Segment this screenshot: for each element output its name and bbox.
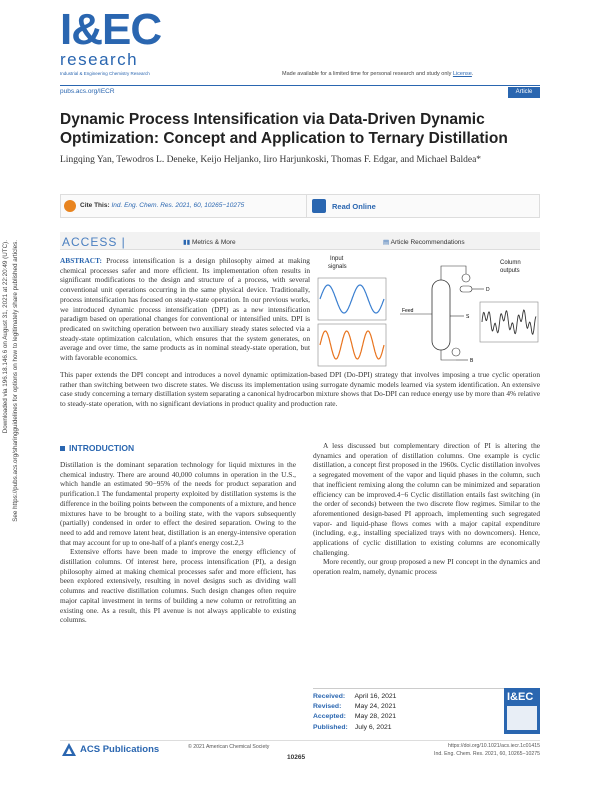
date-label: Received: [313, 693, 346, 700]
date-value: April 16, 2021 [354, 693, 397, 700]
access-bar [60, 232, 540, 250]
date-label: Revised: [313, 703, 342, 711]
availability-text: Made available for a limited time for personal research and study only [282, 71, 452, 77]
graphical-abstract [316, 252, 540, 370]
copyright: © 2021 American Chemical Society [188, 744, 270, 750]
date-value: May 24, 2021 [354, 703, 397, 711]
abstract-text-part1 [60, 256, 310, 363]
metrics-more-link[interactable] [183, 238, 236, 246]
column-outputs-label: Column [500, 260, 521, 266]
input-signal-wave-2 [320, 331, 384, 359]
cite-this [80, 202, 244, 209]
journal-logo-research: research [60, 50, 139, 69]
metrics-label: Metrics & More [191, 239, 236, 246]
column-outputs-label-2: outputs [500, 268, 520, 274]
cover-logo: I&EC [507, 691, 534, 703]
read-online-icon [312, 199, 326, 213]
license-link[interactable]: License [452, 71, 472, 77]
cite-label: Cite This: [80, 202, 110, 209]
date-value: May 28, 2021 [354, 713, 397, 721]
introduction-heading: INTRODUCTION [69, 443, 135, 453]
recommendations-label: Article Recommendations [390, 239, 465, 246]
article-title: Dynamic Process Intensification via Data-Driven Dynamic Optimization: Concept and Application to Ternary Distillation [60, 111, 508, 147]
availability-notice: Made available for a limited time for personal research and study only License. [282, 71, 474, 77]
cover-art [507, 706, 537, 730]
output-signal-wave [482, 310, 536, 334]
abstract-text-part2: This paper extends the DPI concept and introduces a novel dynamic optimization-based DPI (Do-DPI) strategy that involves imposing a true cyclic operation rather than switching between two discrete states. We discuss its implementation using surrogate dynamic models learned via system identification. An extensive case study concerning a ternary distillation system separating a canonical hydrocarbon mixture shows that Do-DPI can reduce energy use by more than 4% relative to steady-state operation, with no significant deviations in product quality and production rate. [60, 370, 540, 409]
cite-icon [64, 200, 76, 212]
date-label: Published: [313, 723, 348, 731]
intro-paragraph-1: Distillation is the dominant separation technology for liquid mixtures in the chemical industry. There are around 40,000 columns in operation in the U.S., which handle an estimated 90−95% of the needs for product separation and purification.1 The fundamental property exploited by distillation systems is the difference in the boiling points between the components of a mixture, and hence mixtures have to be brought to a boiling state, with the vapors subsequently (partially) condensed in order to effect the desired separation. Owing to the need to add and remove latent heat, distillation is an energy-intensive operation that may account for up to one-half of a plant's energy cost.2,3 [60, 460, 296, 547]
intro-paragraph-4: More recently, our group proposed a new PI concept in the dynamics and operation realm, namely, dynamic process [313, 557, 540, 577]
feed-label: Feed [402, 308, 414, 314]
input-signals-label-2: signals [328, 264, 347, 270]
journal-logo-subtitle: Industrial & Engineering Chemistry Research [60, 71, 150, 76]
cite-reference[interactable]: Ind. Eng. Chem. Res. 2021, 60, 10265−10275 [111, 202, 245, 209]
header-rule [60, 85, 540, 86]
author-list: Lingqing Yan, Tewodros L. Deneke, Keijo Heljanko, Iiro Harjunkoski, Thomas F. Edgar, and Michael Baldea* [60, 155, 482, 165]
access-label: ACCESS | [62, 235, 126, 249]
acs-publications-logo: ACS Publications [80, 744, 160, 755]
footer-doi [406, 742, 540, 758]
download-note-line-2: See https://pubs.acs.org/sharingguidelines for options on how to legitimately share published articles. [12, 240, 19, 522]
condenser [462, 274, 470, 282]
recommendations-icon: ▤ [383, 239, 390, 246]
footer-citation: Ind. Eng. Chem. Res. 2021, 60, 10265−10275 [434, 751, 540, 757]
section-marker [60, 446, 65, 451]
distillate-label: D [486, 287, 490, 293]
metrics-icon: ▮▮ [183, 239, 191, 246]
introduction-left-column [60, 460, 296, 625]
side-draw-label: S [466, 314, 470, 320]
doi-link[interactable]: https://doi.org/10.1021/acs.iecr.1c01415 [448, 743, 540, 749]
read-online-label[interactable]: Read Online [332, 202, 376, 211]
acs-logo-icon [60, 741, 78, 759]
intro-paragraph-2: Extensive efforts have been made to improve the energy efficiency of distillation columns. Of interest here, process intensification (PI), a design philosophy aimed at making chemical processes safer and more efficient, has been explored extensively, resulting in novel designs such as dividing wall columns and reactive distillation columns. Such design changes often require major capital investment in terms of building a new column or retrofitting an existing one. As a result, this PI avenue is not always applicable to existing columns. [60, 547, 296, 625]
intro-paragraph-3: A less discussed but complementary direction of PI is altering the dynamics and operation of distillation columns. One example is cyclic distillation, a concept first proposed in the 1960s. Cyclic distillation involves a segregated movement of the vapor and liquid phases in the column, such that inefficient remixing along the column can be minimized and separation efficiency can be improved.4−6 Cyclic distillation entails fast switching (in the order of seconds) between the two discrete flow regimes. Similar to the aforementioned design-based PI approach, implementing such segregated vapor- and liquid-phase flows comes with a major capital expenditure (including, e.g., installing specialized trays with no downcomers). Hence, applications of cyclic distillation to existing columns are economically challenging. [313, 441, 540, 557]
reflux-drum [460, 286, 472, 292]
page-number: 10265 [287, 754, 306, 761]
journal-logo: I&EC [60, 5, 162, 54]
date-value: July 6, 2021 [354, 723, 392, 731]
article-type-badge: Article [508, 87, 540, 98]
download-side-note [0, 240, 24, 600]
reboiler [452, 348, 460, 356]
abstract-label: ABSTRACT: [60, 256, 102, 265]
article-recommendations-link[interactable] [383, 238, 465, 246]
input-signal-wave-1 [320, 285, 384, 313]
introduction-right-column [313, 441, 540, 577]
input-signals-label: Input [330, 256, 344, 262]
date-label: Accepted: [313, 713, 346, 721]
journal-site-link[interactable]: pubs.acs.org/IECR [60, 88, 115, 95]
download-note-line-1: Downloaded via 196.18.146.6 on August 31, 2021 at 22:20:49 (UTC). [2, 240, 9, 434]
distillation-column [432, 280, 450, 350]
abstract-body-1: Process intensification is a design philosophy aimed at making chemical processes safer and more efficient. Its implementation often results in significant modifications to the design and structure of a process, with several conventional unit operations occurring in the same physical device. Traditionally, process intensification has focused on steady-state operation. In our previous works, we introduced dynamic process intensification (DPI) as a new intensification paradigm based on operational changes for conventional or intensified units. DPI is predicated on switching operation between two auxiliary steady states selected via a steady-state optimization calculation, which ensures that the system generates, on average and over time, the same products as in nominal steady-state operation, but with favorable economics. [60, 256, 310, 363]
bottoms-label: B [470, 358, 474, 364]
footer-rule [60, 740, 540, 741]
